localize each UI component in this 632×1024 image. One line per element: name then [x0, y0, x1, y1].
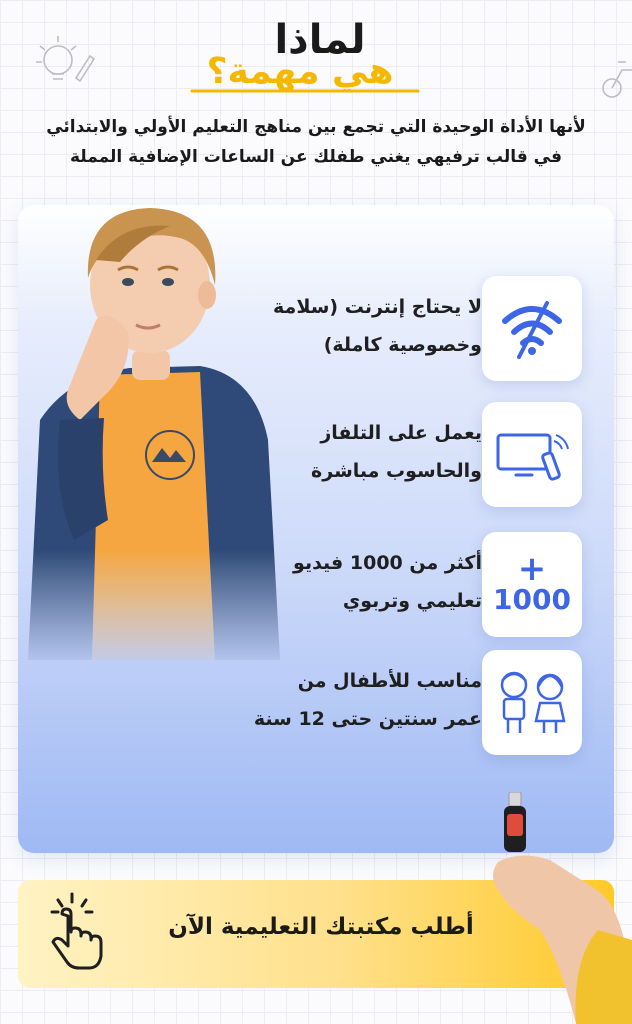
tv-remote-icon — [482, 402, 582, 507]
feature-age-range — [253, 650, 600, 760]
feature-line-1: مناسب للأطفال من — [297, 670, 482, 692]
feature-line-1: لا يحتاج إنترنت (سلامة — [273, 296, 482, 318]
bicycle-doodle-icon — [598, 52, 632, 100]
subtitle-line-1: لأنها الأداة الوحيدة التي تجمع بين مناهج التعليم الأولي والابتدائي — [46, 117, 586, 137]
subtitle-line-2: في قالب ترفيهي يغني طفلك عن الساعات الإضافية المملة — [70, 147, 562, 167]
title-underline — [190, 86, 420, 96]
subtitle — [20, 112, 612, 172]
hand-holding-usb — [480, 820, 632, 1024]
feature-line-2: وخصوصية كاملة) — [323, 334, 482, 356]
title-line-1: لماذا — [274, 17, 366, 63]
feature-line-2: عمر سنتين حتى 12 سنة — [253, 708, 482, 730]
feature-line-1: أكثر من 1000 فيديو — [293, 552, 482, 574]
icon-number: 1000 — [493, 582, 571, 616]
feature-1000-videos — [270, 532, 600, 642]
feature-tv-computer — [270, 402, 600, 512]
feature-line-2: والحاسوب مباشرة — [311, 460, 482, 482]
feature-no-internet — [270, 276, 600, 386]
no-wifi-icon — [482, 276, 582, 381]
feature-text — [242, 288, 482, 364]
lightbulb-doodle-icon — [28, 28, 98, 98]
kids-icon — [482, 650, 582, 755]
title-line-2: هي مهمة؟ — [206, 51, 394, 92]
plus-1000-icon: + 1000 — [482, 532, 582, 637]
feature-line-1: يعمل على التلفاز — [320, 422, 482, 444]
feature-line-2: تعليمي وتربوي — [342, 590, 482, 612]
feature-text — [242, 414, 482, 490]
tap-hand-icon — [38, 892, 110, 972]
feature-text — [242, 662, 482, 738]
feature-text — [242, 544, 482, 620]
cta-label: أطلب مكتبتك التعليمية الآن — [168, 914, 474, 940]
